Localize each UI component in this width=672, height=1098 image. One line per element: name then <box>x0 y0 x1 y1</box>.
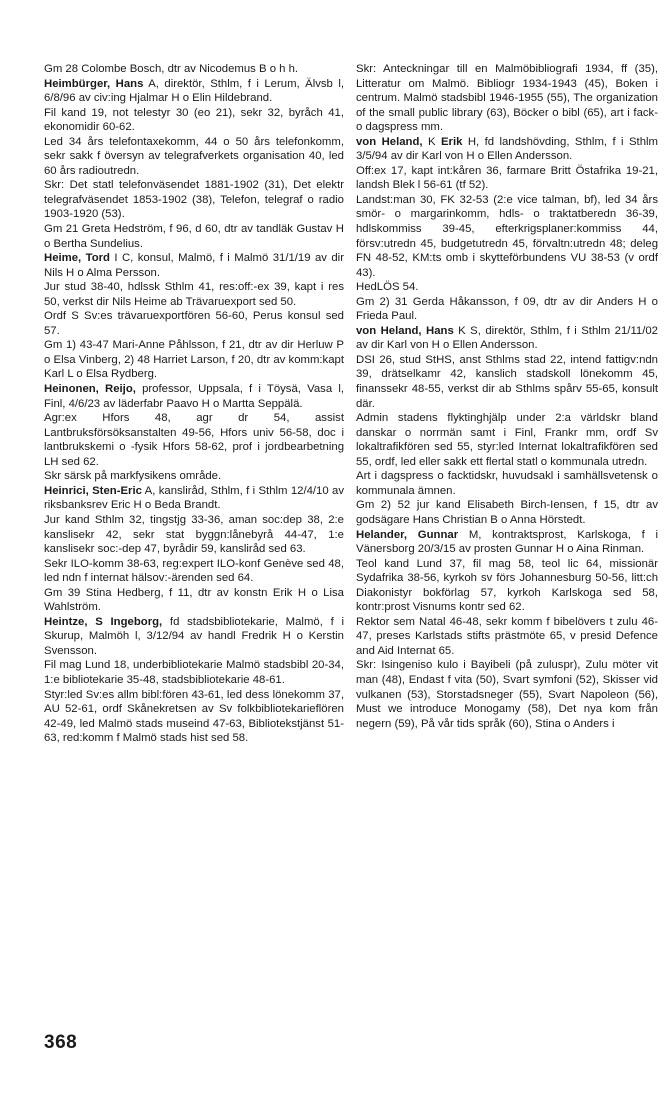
entry-text: Skr: Anteckningar till en Malmöbibliografi 1934, ff (35), Litteratur om Malmö. Bibliogr 1934-1943 (45), Boken i centrum. Malmö stadsbibl 1946-1955 (55), The organization of the small public library (63), Böcker o bibl (65), art i fack- o dagspress mm. <box>356 63 658 134</box>
entry-paragraph <box>356 615 658 659</box>
entry-name: von Heland, <box>356 135 423 148</box>
entry-helander <box>356 528 658 557</box>
entry-paragraph <box>356 295 658 324</box>
entry-text: Landst:man 30, FK 32-53 (2:e vice talman, bf), led 34 års smör- o margarinkomm, hdls- o traktatberedn 36-39, hdlskommiss 39-45, efterkrigsplaner:kommiss 44, försv:utredn 45, budgetutredn 45, förvaltn:utredn 48; deleg FN 48-52, KM:ts omb i skytteförbundens VU 38-53 (v ordf 43). <box>356 193 658 279</box>
entry-text: Jur kand Sthlm 32, tingstjg 33-36, aman soc:dep 38, 2:e kanslisekr 42, sekr stat byggn:lånebyrå 44-47, 1:e kanslisekr soc:-dep 47, byrådir 59, kansliråd sed 63. <box>44 513 344 556</box>
entry-text: A, direktör, Sthlm, f i Lerum, Älvsb l, 6/8/96 av civ:ing Hjalmar H o Elin Hildebrand. <box>44 77 344 105</box>
entry-text: I C, konsul, Malmö, f i Malmö 31/1/19 av dir Nils H o Alma Persson. <box>44 252 344 279</box>
entry-paragraph <box>44 178 344 222</box>
entry-name: Heime, Tord <box>44 252 110 265</box>
entry-text: Styr:led Sv:es allm bibl:fören 43-61, led dess lönekomm 37, AU 52-61, ordf Skånekretsen av Sv folkbibliotekarieflören 42-49, led Malmö stads museind 47-63, Bibliotekstjänst 51-63, red:komm f Malmö stads hist sed 58. <box>44 688 344 745</box>
entry-paragraph <box>356 411 658 469</box>
entry-paragraph <box>356 658 658 731</box>
entry-text: Led 34 års telefontaxekomm, 44 o 50 års telefonkomm, sekr sakk f översyn av telegrafverkets organisation 40, led 60 års radioutredn. <box>44 135 344 177</box>
entry-text: Off:ex 17, kapt int:kåren 36, farmare Britt Östafrika 19-21, landsh Blek l 56-61 (tf 52). <box>356 164 658 192</box>
entry-heintze <box>44 615 344 659</box>
entry-text: M, kontraktsprost, Karlskoga, f i Vänersborg 20/3/15 av prosten Gunnar H o Aina Rinman. <box>356 528 658 556</box>
entry-paragraph <box>44 309 344 338</box>
entry-text: Admin stadens flyktinghjälp under 2:a världskr bland danskar o norrmän samt i Finl, Frankr mm, ordf Sv lokaltrafikfören sed 55, styr:led Internat lokaltrafikfören sed 55, ordf, led eller sakk ett flertal statl o kommunala utredn. <box>356 412 658 468</box>
entry-text: HedLÖS 54. <box>356 281 419 294</box>
entry-paragraph <box>44 62 344 77</box>
entry-paragraph <box>356 62 658 135</box>
entry-text: professor, Uppsala, f i Töysä, Vasa l, Finl, 4/6/23 av läderfabr Paavo H o Martta Seppälä. <box>44 383 344 410</box>
entry-name: von Heland, Hans <box>356 324 454 337</box>
entry-text: fd stadsbibliotekarie, Malmö, f i Skurup, Malmöh l, 3/12/94 av handl Fredrik H o Kerstin Svensson. <box>44 615 344 657</box>
entry-text: A, kansliråd, Sthlm, f i Sthlm 12/4/10 av riksbanksrev Eric H o Beda Brandt. <box>44 484 345 512</box>
entry-text: Fil mag Lund 18, underbibliotekarie Malmö stadsbibl 20-34, 1:e bibliotekarie 35-48, stadsbibliotekarie 48-61. <box>44 659 344 686</box>
entry-paragraph <box>44 469 344 484</box>
entry-text: K <box>422 135 441 148</box>
entry-text: Gm 2) 31 Gerda Håkansson, f 09, dtr av dir Anders H o Frieda Paul. <box>356 295 658 323</box>
entry-text: H, fd landshövding, Sthlm, f i Sthlm 3/5/94 av dir Karl von H o Ellen Andersson. <box>356 135 658 163</box>
entry-paragraph <box>356 280 658 295</box>
entry-von-heland-erik <box>356 135 658 164</box>
entry-text: Fil kand 19, not telestyr 30 (eo 21), sekr 32, byråch 41, ekonomidir 60-62. <box>44 106 344 134</box>
entry-heinonen <box>44 382 344 411</box>
entry-text: Jur stud 38-40, hdlssk Sthlm 41, res:off:-ex 39, kapt i res 50, verkst dir Nils Heime ab Trävaruexport sed 50. <box>44 281 344 308</box>
entry-text: Gm 39 Stina Hedberg, f 11, dtr av konstn Erik H o Lisa Wahlström. <box>44 586 344 614</box>
entry-von-heland-hans <box>356 324 658 353</box>
page-number: 368 <box>44 1032 78 1053</box>
entry-heinrici <box>44 484 344 513</box>
entry-paragraph <box>44 513 344 557</box>
entry-paragraph <box>356 557 658 615</box>
entry-paragraph <box>356 498 658 527</box>
entry-paragraph <box>356 164 658 193</box>
entry-paragraph <box>44 586 344 615</box>
entry-text: K S, direktör, Sthlm, f i Sthlm 21/11/02 av dir Karl von H o Ellen Andersson. <box>356 324 658 352</box>
left-column <box>44 62 344 746</box>
entry-paragraph <box>356 193 658 280</box>
entry-text: Sekr ILO-komm 38-63, reg:expert ILO-konf Genève sed 48, led ndn f internat hälsov:-ärenden sed 64. <box>44 557 344 585</box>
entry-text: Agr:ex Hfors 48, agr dr 54, assist Lantbruksförsöksanstalten 49-56, Hfors univ 56-58, doc i lantbrukskemi o -fysik Hfors 58-62, prof i jordbearbetning LH sed 62. <box>44 412 344 468</box>
entry-text: Ordf S Sv:es trävaruexportfören 56-60, Perus konsul sed 57. <box>44 310 344 337</box>
entry-paragraph <box>356 353 658 411</box>
entry-text: Gm 2) 52 jur kand Elisabeth Birch-Iensen, f 15, dtr av godsägare Hans Christian B o Anna Hörstedt. <box>356 499 658 526</box>
entry-paragraph <box>44 557 344 586</box>
entry-heime <box>44 251 344 280</box>
entry-text: Gm 1) 43-47 Mari-Anne Påhlsson, f 21, dtr av dir Herluw P o Elsa Vinberg, 2) 48 Harriet Larson, f 20, dtr av komm:kapt Karl L o Elsa Rydberg. <box>44 339 344 381</box>
entry-paragraph <box>44 411 344 469</box>
entry-text: Skr särsk på markfysikens område. <box>44 470 222 483</box>
entry-paragraph <box>356 469 658 498</box>
entry-name-given: Erik <box>440 135 463 148</box>
entry-paragraph <box>44 135 344 179</box>
entry-text: Art i dagspress o facktidskr, huvudsakl i samhällsvetensk o kommunala ämnen. <box>356 470 658 497</box>
entry-text: Gm 28 Colombe Bosch, dtr av Nicodemus B o h h. <box>44 63 299 75</box>
entry-text: Rektor sem Natal 46-48, sekr komm f bibelövers t zulu 46-47, preses Karlstads stifts prästmöte 65, v presid Defence and Aid Internat 65. <box>356 615 658 657</box>
entry-name: Heinonen, Reijo, <box>44 383 136 396</box>
entry-name: Heintze, S Ingeborg, <box>44 615 163 628</box>
entry-text: Teol kand Lund 37, fil mag 58, teol lic 64, missionär Sydafrika 38-56, kyrkoh sv förs Johannesburg 50-56, litt:ch Diakonistyr bokförlag 57, kyrkoh Karlskoga sed 58, kontr:prost Visnums kontr sed 62. <box>356 557 658 614</box>
entry-paragraph <box>44 222 344 251</box>
entry-heimburger <box>44 77 344 106</box>
entry-text: Skr: Det statl telefonväsendet 1881-1902 (31), Det elektr telegrafväsendet 1853-1902 (38), Telefon, telegraf o radio 1903-1920 (53). <box>44 179 344 221</box>
entry-name: Helander, Gunnar <box>356 528 459 541</box>
entry-paragraph <box>44 106 344 135</box>
right-column <box>356 62 658 731</box>
entry-paragraph <box>44 280 344 309</box>
entry-text: Gm 21 Greta Hedström, f 96, d 60, dtr av tandläk Gustav H o Bertha Sundelius. <box>44 223 344 250</box>
entry-name: Heimbürger, Hans <box>44 77 144 90</box>
entry-name: Heinrici, Sten-Eric <box>44 484 142 497</box>
entry-text: Skr: Isingeniso kulo i Bayibeli (på zuluspr), Zulu möter vit man (48), Endast f vita (50), Svart symfoni (52), Skisser vid vulkanen (53), Storstadsneger (55), Svart Napoleon (56), Must we introduce Monogamy (58), Det nya kom från negern (59), På vår tids språk (60), Stina o Anders i <box>356 659 658 730</box>
entry-paragraph <box>44 658 344 687</box>
entry-paragraph <box>44 688 344 746</box>
entry-paragraph <box>44 338 344 382</box>
entry-text: DSI 26, stud StHS, anst Sthlms stad 22, intend fattigv:ndn 39, drätselkamr 42, kanslich stadskoll lönekomm 45, finanssekr 48-55, verkst dir ab Sthlms spårv 55-65, konsult där. <box>356 353 658 410</box>
